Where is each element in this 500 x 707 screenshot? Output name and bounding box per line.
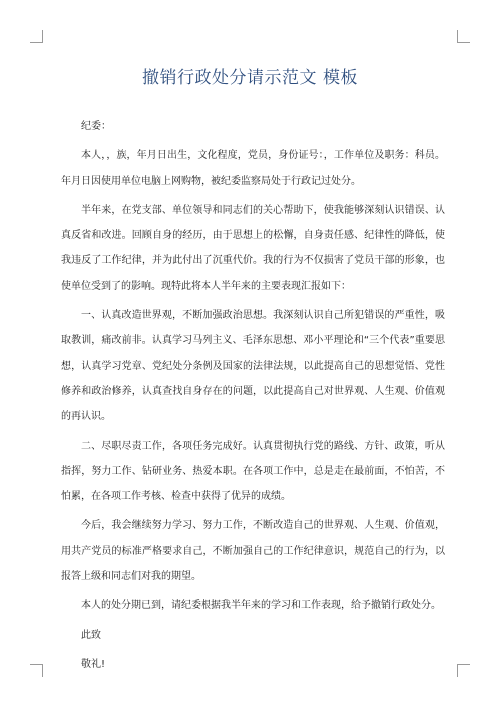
crop-mark-bottom-left (30, 664, 43, 677)
closing-cizhi: 此致 (81, 629, 101, 641)
closing-jingli: 敬礼! (81, 658, 106, 670)
document-body (61, 114, 445, 677)
paragraph-work-duties: 二、尽职尽责工作，各项任务完成好。认真贯彻执行党的路线、方针、政策，听从指挥，努力工作、钻研业务、热爱本职。在各项工作中，总是走在最前面，不怕苦，不怕累，在各项工作考核、检查中获得了优异的成绩。 (61, 440, 445, 503)
paragraph-request: 本人的处分期已到，请纪委根据我半年来的学习和工作表现，给予撤销行政处分。 (81, 600, 441, 612)
paragraph-future: 今后，我会继续努力学习、努力工作，不断改造自己的世界观、人生观、价值观，用共产党员的标准严格要求自己，不断加强自己的工作纪律意识，规范自己的行为，以报答上级和同志们对我的期望。 (61, 520, 445, 583)
crop-mark-top-left (30, 30, 43, 43)
crop-mark-top-right (457, 30, 470, 43)
crop-mark-bottom-right (457, 664, 470, 677)
paragraph-worldview: 一、认真改造世界观，不断加强政治思想。我深刻认识自己所犯错误的严重性，吸取教训，痛改前非。认真学习马列主义、毛泽东思想、邓小平理论和“三个代表”重要思想，认真学习党章、党纪处分条例及国家的法律法规，以此提高自己的思想觉悟、党性修养和政治修养，认真查找自身存在的问题，以此提高自己对世界观、人生观、价值观的再认识。 (61, 310, 445, 423)
paragraph-reflection: 半年来，在党支部、单位领导和同志们的关心帮助下，使我能够深刻认识错误、认真反省和改进。回顾自身的经历，由于思想上的松懈，自身责任感、纪律性的降低，使我违反了工作纪律，并为此付出了沉重代价。我的行为不仅损害了党员干部的形象，也使单位受到了的影响。现特此将本人半年来的主要表现汇报如下： (61, 204, 445, 292)
paragraph-personal-info: 本人，，族，年月日出生，文化程度，党员，身份证号：，工作单位及职务：科员。年月日因使用单位电脑上网购物，被纪委监察局处于行政记过处分。 (61, 150, 445, 187)
document-title: 撤销行政处分请示范文 模板 (142, 68, 358, 88)
salutation: 纪委： (81, 121, 111, 132)
